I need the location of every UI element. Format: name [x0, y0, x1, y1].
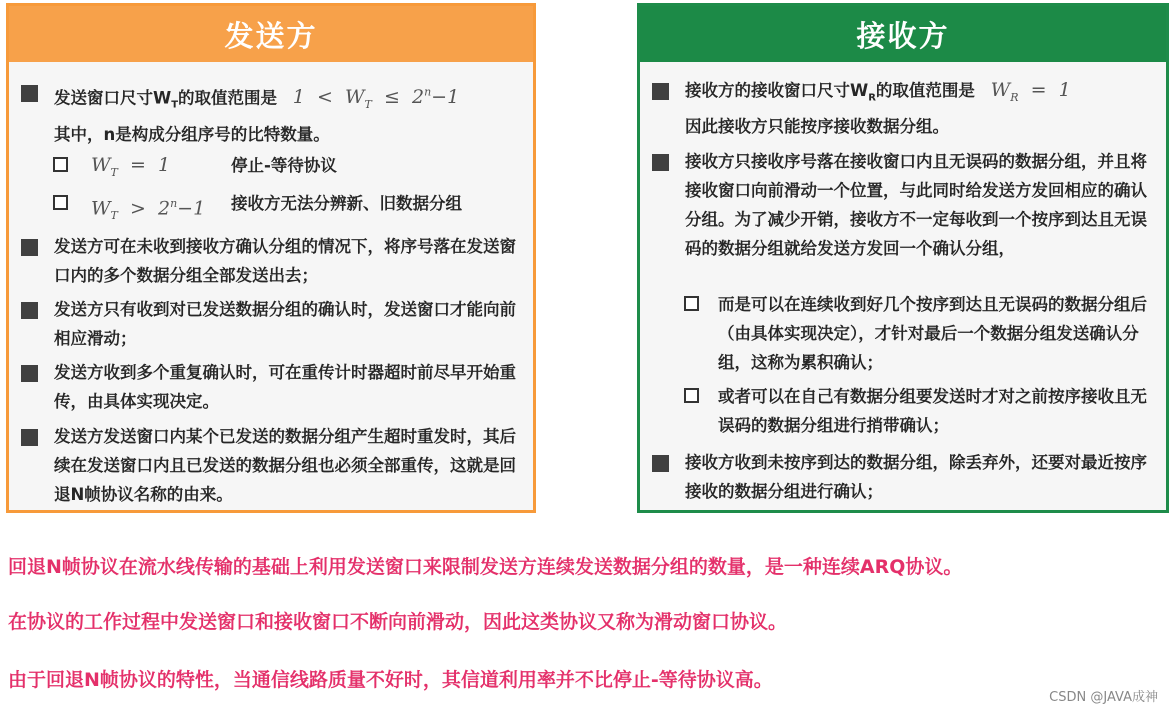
sender-window-formula: $1 < W_T \le 2^n-1$	[292, 86, 460, 112]
checkbox-icon	[684, 388, 699, 403]
receiver-sub-cumulative: 而是可以在连续收到好几个按序到达且无误码的数据分组后（由具体实现决定），才针对最后一个数据分组发送确认分组，这称为累积确认；	[684, 290, 1154, 377]
stop-wait-formula: $W_T = 1$	[91, 154, 171, 179]
sender-item-timeout: 发送方发送窗口内某个已发送的数据分组产生超时重发时，其后续在发送窗口内且已发送的数据分组也必须全部重传，这就是回退N帧协议名称的由来。	[21, 422, 523, 509]
receiver-sub-piggyback: 或者可以在自己有数据分组要发送时才对之前按序接收且无误码的数据分组进行捎带确认；	[684, 382, 1154, 440]
sender-panel	[6, 3, 536, 513]
sender-title: 发送方	[9, 6, 533, 62]
bullet-square-icon	[652, 455, 669, 472]
note-sliding-window: 在协议的工作过程中发送窗口和接收窗口不断向前滑动，因此这类协议又称为滑动窗口协议。	[8, 611, 788, 633]
sender-item-window-size: 发送窗口尺寸$W_T$的取值范围是 $1 < W_T \le 2^n-1$ 其中，n是构成分组序号的比特数量。	[21, 78, 523, 149]
sender-option-overflow: $W_T > 2^n-1$ 接收方无法分辨新、旧数据分组	[53, 189, 523, 218]
receiver-item-window-size: 接收方的接收窗口尺寸$W_R$的取值范围是 $W_R = 1$ 因此接收方只能按序接收数据分组。	[652, 76, 1156, 141]
sender-item-slide: 发送方只有收到对已发送数据分组的确认时，发送窗口才能向前相应滑动；	[21, 295, 523, 353]
bullet-square-icon	[21, 365, 38, 382]
checkbox-icon	[53, 195, 68, 210]
bullet-square-icon	[21, 429, 38, 446]
note-efficiency: 由于回退N帧协议的特性，当通信线路质量不好时，其信道利用率并不比停止-等待协议高。	[8, 669, 773, 691]
overflow-formula: $W_T > 2^n-1$	[91, 197, 206, 223]
bullet-square-icon	[21, 239, 38, 256]
note-gbn-definition: 回退N帧协议在流水线传输的基础上利用发送窗口来限制发送方连续发送数据分组的数量，是一种连续ARQ协议。	[8, 556, 963, 578]
bullet-square-icon	[21, 85, 38, 102]
sender-item-dup-ack: 发送方收到多个重复确认时，可在重传计时器超时前尽早开始重传，由具体实现决定。	[21, 358, 523, 416]
receiver-window-formula: $W_R = 1$	[990, 79, 1071, 104]
sender-option-stop-wait: $W_T = 1$ 停止-等待协议	[53, 151, 523, 180]
watermark: CSDN @JAVA成神	[1049, 690, 1158, 705]
receiver-panel	[637, 3, 1169, 513]
checkbox-icon	[53, 157, 68, 172]
sender-item-pipeline: 发送方可在未收到接收方确认分组的情况下，将序号落在发送窗口内的多个数据分组全部发送出去；	[21, 232, 523, 290]
bullet-square-icon	[21, 302, 38, 319]
receiver-title: 接收方	[640, 6, 1166, 62]
receiver-item-in-order: 接收方只接收序号落在接收窗口内且无误码的数据分组，并且将接收窗口向前滑动一个位置，与此同时给发送方发回相应的确认分组。为了减少开销，接收方不一定每收到一个按序到达且无误码的数据分组就给发送方发回一个确认分组，	[652, 147, 1156, 263]
receiver-item-out-of-order: 接收方收到未按序到达的数据分组，除丢弃外，还要对最近按序接收的数据分组进行确认；	[652, 448, 1156, 506]
checkbox-icon	[684, 296, 699, 311]
bullet-square-icon	[652, 83, 669, 100]
bullet-square-icon	[652, 154, 669, 171]
